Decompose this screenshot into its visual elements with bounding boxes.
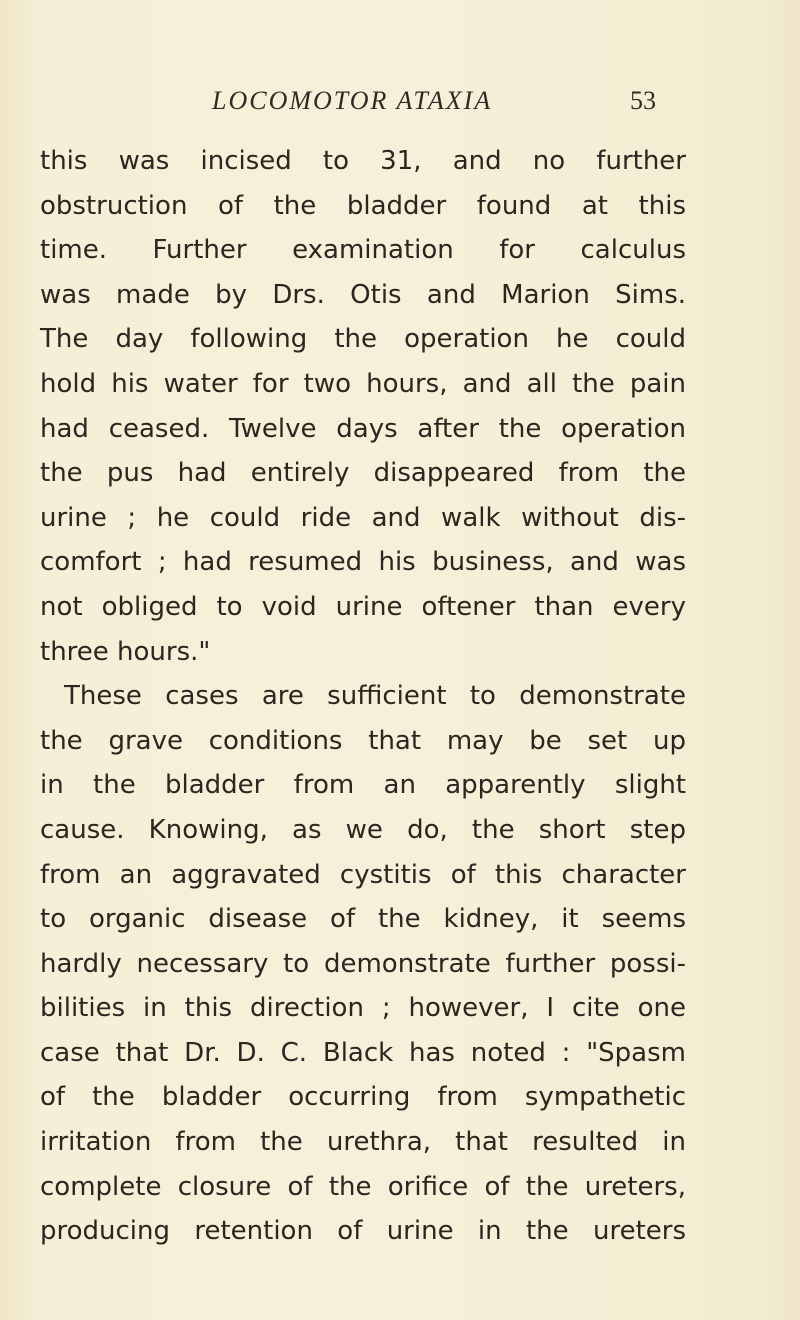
text-line: irritation from the urethra, that resulted in [40,1127,686,1158]
text-line: complete closure of the orifice of the ureters, [40,1171,686,1202]
text-line: was made by Drs. Otis and Marion Sims. [40,279,686,310]
text-line: this was incised to 31, and no further [40,146,686,176]
text-line: the grave conditions that may be set up [40,725,686,756]
text-line: comfort ; had resumed his business, and was [40,547,686,578]
text-line: in the bladder from an apparently slight [40,770,686,801]
page-number: 53 [630,86,656,115]
text-line: hold his water for two hours, and all the pain [40,368,686,399]
text-line: urine ; he could ride and walk without dis- [40,502,686,533]
text-line: not obliged to void urine oftener than every [40,591,686,622]
text-line: The day following the operation he could [40,324,686,355]
text-line-paragraph-start: These cases are sufficient to demonstrate [64,681,686,712]
text-line: case that Dr. D. C. Black has noted : "Spasm [40,1037,686,1068]
text-line: the pus had entirely disappeared from the [40,458,686,489]
text-line: producing retention of urine in the ureters [40,1216,686,1247]
body-text [40,139,686,1254]
text-line: bilities in this direction ; however, I cite one [40,993,686,1024]
text-line: obstruction of the bladder found at this [40,190,686,221]
text-line: hardly necessary to demonstrate further possi- [40,948,686,979]
text-line: of the bladder occurring from sympathetic [40,1082,686,1113]
text-line: time. Further examination for calculus [40,235,686,266]
text-line: from an aggravated cystitis of this character [40,859,686,890]
running-title: LOCOMOTOR ATAXIA [212,86,493,115]
text-line: had ceased. Twelve days after the operation [40,413,686,444]
running-head [0,86,800,126]
text-line-paragraph-end: three hours." [40,636,211,667]
text-line: to organic disease of the kidney, it seems [40,904,686,935]
text-line: cause. Knowing, as we do, the short step [40,814,686,845]
